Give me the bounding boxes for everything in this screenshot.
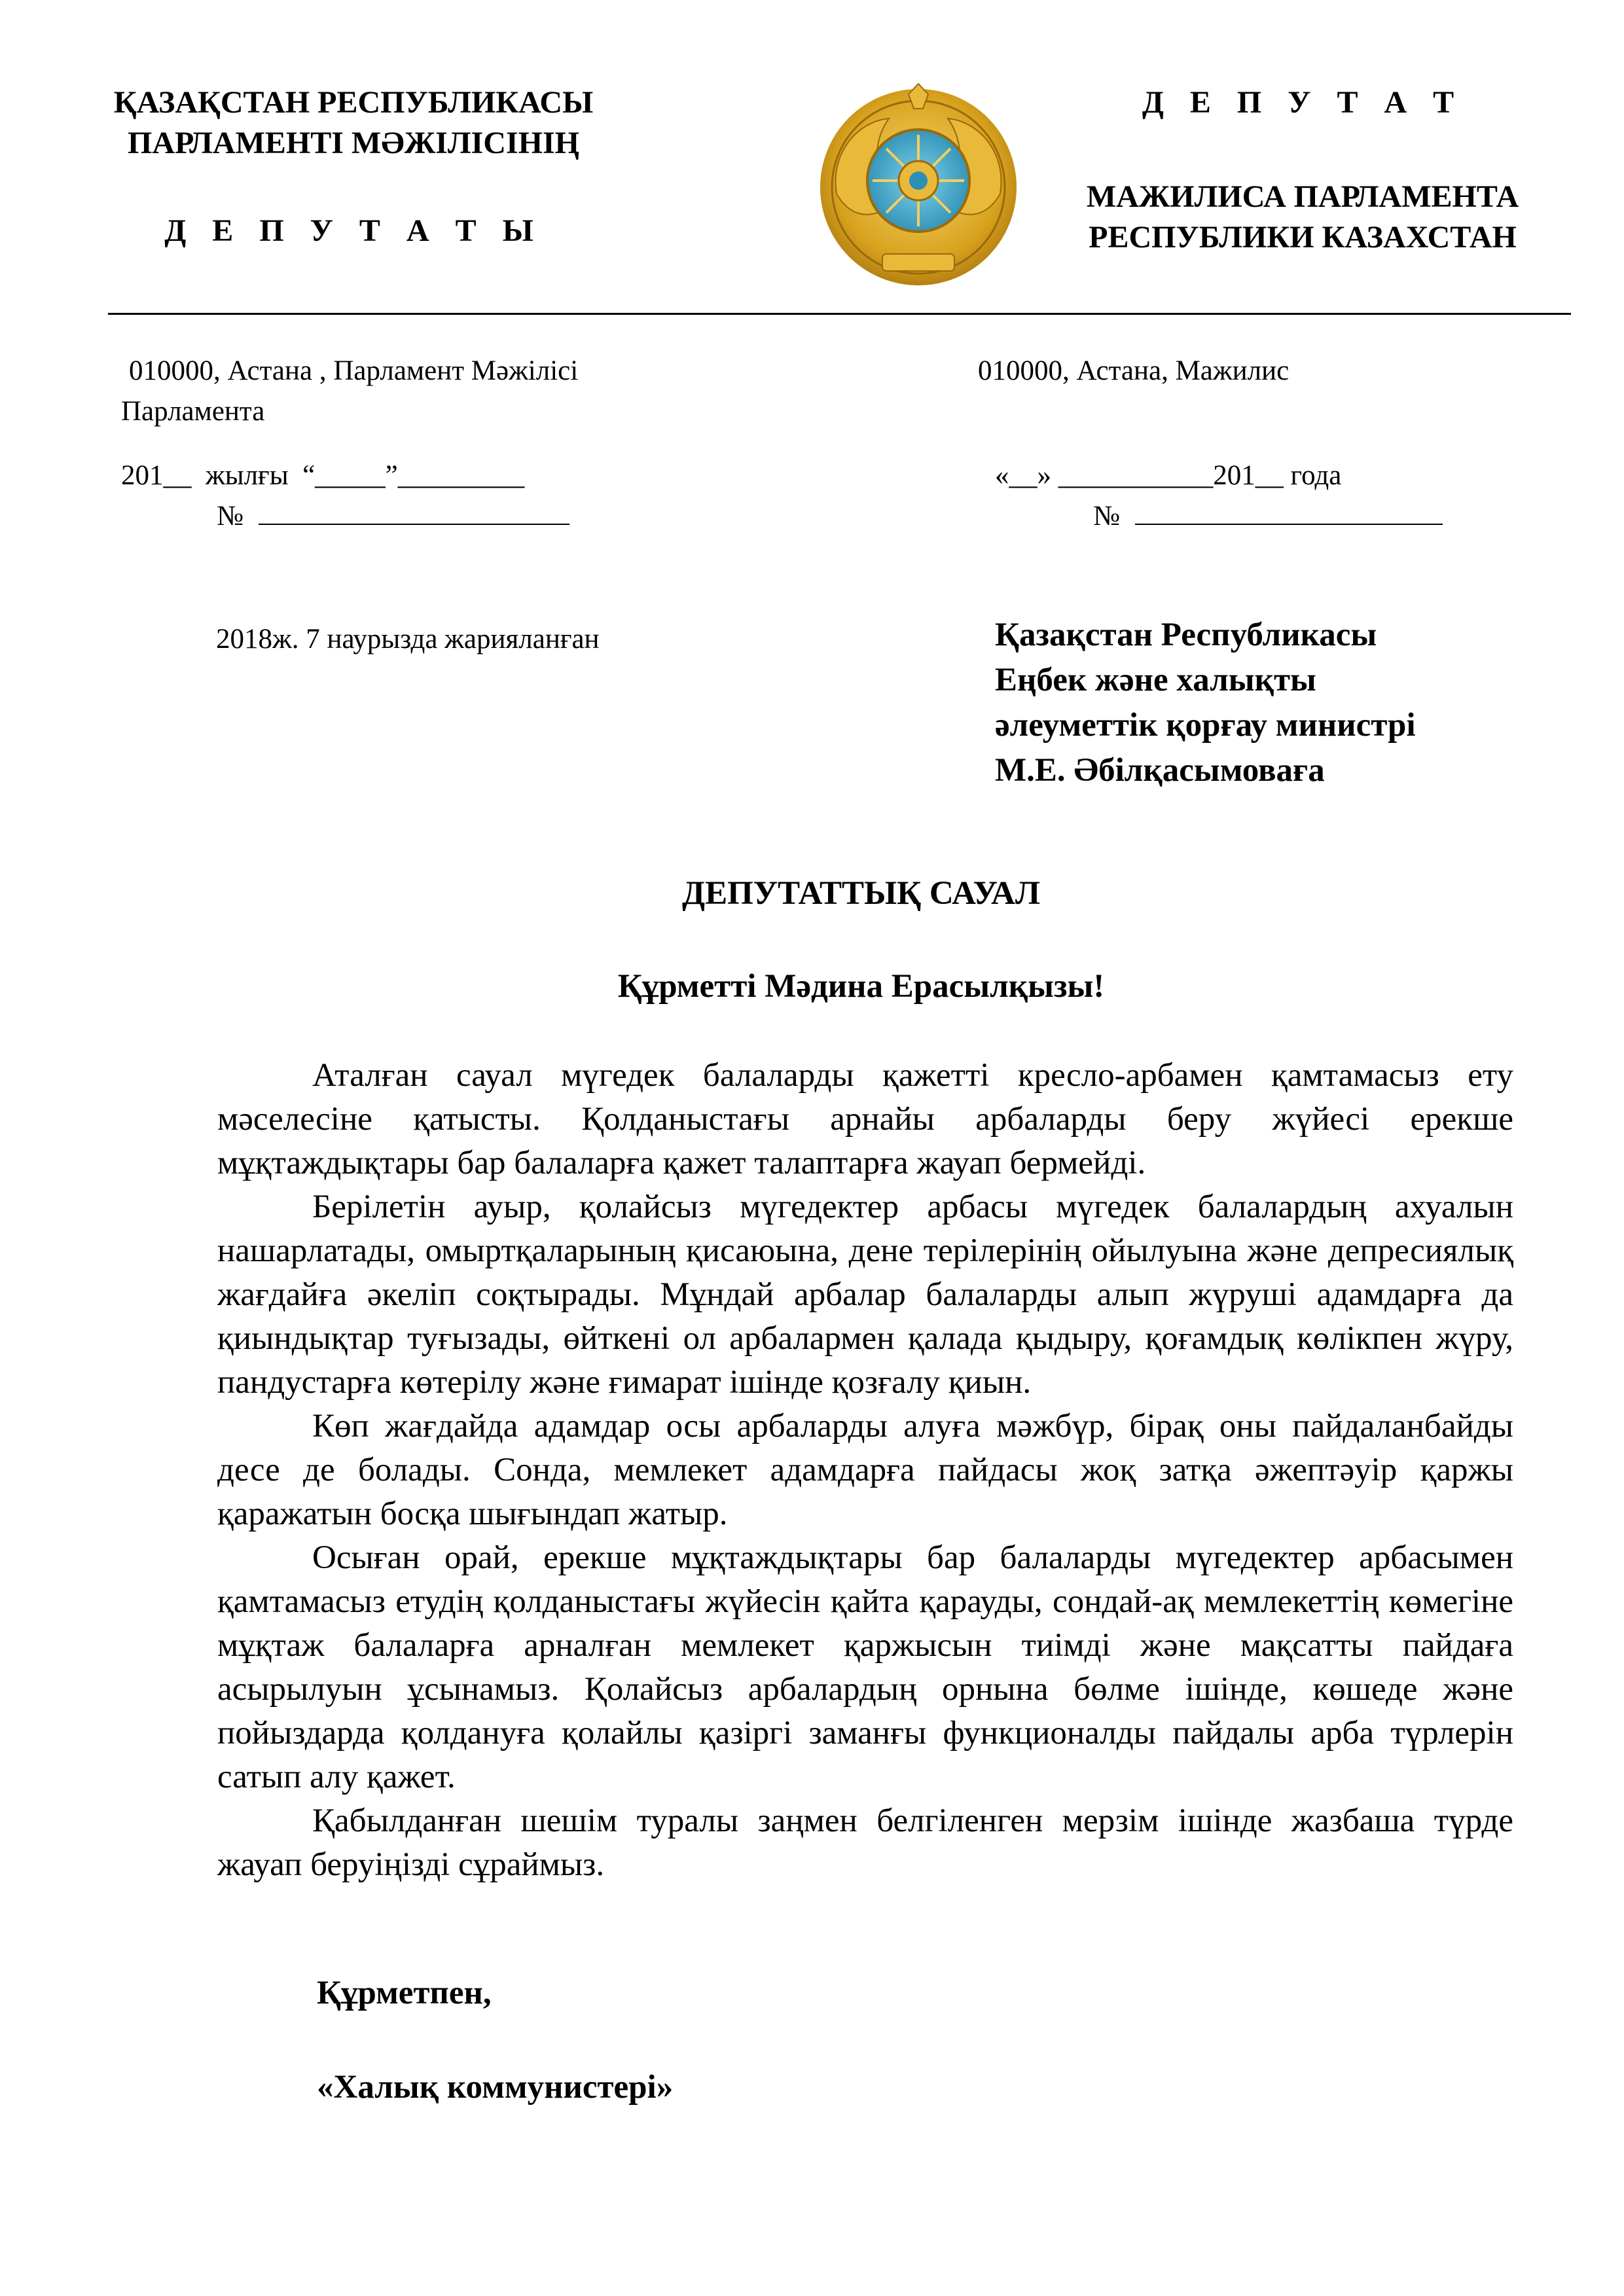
header-right-line3: РЕСПУБЛИКИ КАЗАХСТАН bbox=[1089, 220, 1517, 255]
right-number-row bbox=[995, 496, 1584, 537]
kazakhstan-state-emblem-icon bbox=[810, 82, 1026, 291]
addressee-line2: Еңбек және халықты bbox=[995, 662, 1316, 698]
paragraph-4: Осыған орай, ерекше мұқтаждықтары бар балаларды мүгедектер арбасымен қамтамасыз етудің қолданыстағы жүйесін қайта қарауды, сондай-ақ мемлекеттің көмегіне мұқтаж балаларға арналған мемлекет қаржысын тиімді және мақсатты пайдаға асырылуын ұсынамыз. Қолайсыз арбалардың орнына бөлме ішінде, көшеде және пойыздарда қолдануға қолайлы қазіргі заманғы функционалды пайдалы арба түрлерін сатып алу қажет. bbox=[217, 1539, 1513, 1795]
signature: «Халық коммунистері» bbox=[317, 2069, 674, 2106]
right-date-field: «__» ___________201__ года bbox=[995, 460, 1342, 491]
left-number-label: № bbox=[217, 501, 244, 531]
paragraph-3: Көп жағдайда адамдар осы арбаларды алуға мәжбүр, бірақ оны пайдаланбайды десе де болады. Сонда, мемлекет адамдарға пайдасы жоқ затқа әжептәуір қаржы қаражатын босқа шығындап жатыр. bbox=[217, 1408, 1513, 1532]
salutation: Құрметті Мәдина Ерасылқызы! bbox=[617, 968, 1105, 1005]
header-left-line3: Д Е П У Т А Т Ы bbox=[164, 213, 543, 248]
date-fields-left bbox=[121, 456, 710, 537]
header-left-line1: ҚАЗАҚСТАН РЕСПУБЛИКАСЫ bbox=[113, 85, 594, 120]
addressee-line1: Қазақстан Республикасы bbox=[995, 617, 1377, 653]
header-divider bbox=[108, 313, 1571, 315]
date-fields-right bbox=[995, 456, 1584, 537]
header-right-block bbox=[1041, 82, 1564, 258]
published-note: 2018ж. 7 наурызда жарияланған bbox=[216, 624, 600, 655]
addressee-block bbox=[995, 613, 1584, 793]
closing: Құрметпен, bbox=[317, 1975, 492, 2011]
addressee-line4: М.Е. Әбілқасымоваға bbox=[995, 752, 1325, 789]
left-number-row bbox=[121, 496, 710, 537]
header-left-block bbox=[111, 82, 596, 251]
body-text bbox=[217, 1054, 1513, 1887]
address-left bbox=[121, 351, 776, 432]
right-number-label: № bbox=[1093, 501, 1121, 531]
header-right-line1: Д Е П У Т А Т bbox=[1142, 85, 1464, 120]
address-left-line2: Парламента bbox=[121, 396, 265, 427]
paragraph-5: Қабылданған шешім туралы заңмен белгіленген мерзім ішінде жазбаша түрде жауап беруіңізді сұраймыз. bbox=[217, 1803, 1513, 1883]
paragraph-1: Аталған сауал мүгедек балаларды қажетті кресло-арбамен қамтамасыз ету мәселесіне қатысты. Қолданыстағы арнайы арбаларды беру жүйесі ерекше мұқтаждықтары бар балаларға қажет талаптарға жауап бермейді. bbox=[217, 1057, 1513, 1181]
header-right-line2: МАЖИЛИСА ПАРЛАМЕНТА bbox=[1086, 179, 1519, 214]
left-year-field: 201__ жылғы “_____”_________ bbox=[121, 460, 525, 491]
left-number-line bbox=[259, 496, 569, 525]
address-right bbox=[978, 351, 1567, 391]
header-left-line2: ПАРЛАМЕНТІ МӘЖІЛІСІНІҢ bbox=[128, 126, 579, 160]
document-title: ДЕПУТАТТЫҚ САУАЛ bbox=[681, 875, 1041, 912]
right-number-line bbox=[1135, 496, 1443, 525]
address-right-line1: 010000, Астана, Мажилис bbox=[978, 355, 1290, 386]
state-emblem bbox=[810, 82, 1026, 291]
address-left-line1: 010000, Астана , Парламент Мәжілісі bbox=[129, 355, 579, 386]
paragraph-2: Берілетін ауыр, қолайсыз мүгедектер арбасы мүгедек балалардың ахуалын нашарлатады, омыртқаларының қисаюына, дене терілерінің ойылуына және депресиялық жағдайға әкеліп соқтырады. Мұндай арбалар балаларды алып жүруші адамдарға да қиындықтар туғызады, өйткені ол арбалармен қалада қыдыру, қоғамдық көлікпен жүру, пандустарға көтерілу және ғимарат ішінде қозғалу қиын. bbox=[217, 1189, 1513, 1401]
addressee-line3: әлеуметтік қорғау министрі bbox=[995, 707, 1416, 744]
